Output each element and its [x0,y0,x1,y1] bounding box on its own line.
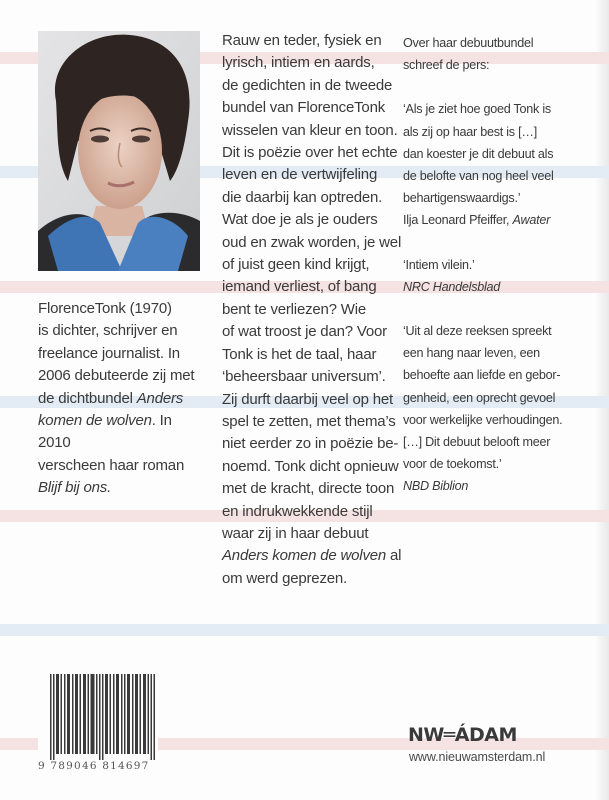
blurb-line: bent te verliezen? Wie [222,300,367,318]
quote-nrc [403,254,578,298]
source-name: Ilja Leonard Pfeiffer, [403,213,513,228]
bio-text: de dichtbundel [38,389,137,407]
quote-line: ‘Intiem vilein.’ [403,257,475,272]
source-outlet: NBD Biblion [403,479,469,494]
quote-line: behoefte aan liefde en gebor- [403,368,561,383]
quote-pfeiffer [403,98,578,231]
blurb-line: Wat doe je als je ouders [222,211,378,229]
quote-line: genheid, een oprecht gevoel [403,390,556,405]
barcode-icon [50,674,155,760]
blurb-line: oud en zwak worden, je wel [222,233,402,251]
blurb-line: iemand verliest, of bang [222,278,377,296]
isbn-number: 9 789046 814697 [38,760,150,772]
quote-source [403,276,578,298]
quote-line: een hang naar leven, een [403,346,540,361]
quote-line: als zij op haar best is […] [403,124,537,139]
quote-source [403,475,578,497]
book-title: Blijf bij ons. [38,479,112,497]
blurb-line: ‘beheersbaar universum’. [222,368,386,386]
quote-line: behartigenswaardigs.’ [403,191,521,206]
bio-line: 2006 debuteerde zij met [38,367,195,385]
blurb-line: of juist geen kind krijgt, [222,256,370,274]
book-title: Anders [136,389,184,407]
bio-line [38,410,208,455]
blurb-line: met de kracht, directe toon [222,480,395,498]
blurb-line: Dit is poëzie over het echte [222,144,398,162]
bio-line: is dichter, schrijver en [38,322,178,340]
blurb-line: leven en de vertwijfeling [222,166,378,184]
source-outlet: NRC Handelsblad [403,279,501,294]
blue-stripe [0,624,609,636]
quote-line: ‘Uit al deze reeksen spreekt [403,324,552,339]
blurb-line: wisselen van kleur en toon. [222,121,398,139]
quote-source [403,209,578,231]
quote-line: voor de toekomst.’ [403,457,502,472]
blurb-line: niet eerder zo in poëzie be- [222,435,399,453]
bio-text: . In 2010 [38,412,172,452]
press-quotes [403,32,578,498]
publisher-logo: NW═ÁDAM [408,724,517,746]
bio-line: verscheen haar roman [38,456,185,474]
portrait-illustration [38,31,200,271]
blurb-line [222,545,402,567]
quote-line: voor werkelijke verhoudingen. [403,412,563,427]
isbn-barcode [38,672,158,778]
press-intro: schreef de pers: [403,58,490,73]
book-title: Anders komen de wolven [222,547,387,565]
publisher-url[interactable]: www.nieuwamsterdam.nl [409,750,546,764]
source-outlet: Awater [512,213,551,228]
blurb-line: om werd geprezen. [222,569,348,587]
bio-line [38,388,208,410]
blurb-line: waar zij in haar debuut [222,524,369,542]
quote-line: dan koester je dit debuut als [403,146,554,161]
blurb-line: de gedichten in de tweede [222,76,393,94]
blurb-line: bundel van FlorenceTonk [222,99,386,117]
bio-line: FlorenceTonk (1970) [38,300,172,317]
book-title: komen de wolven [38,412,152,430]
blurb-line: of wat troost je dan? Voor [222,323,387,341]
blurb-line: Rauw en teder, fysiek en [222,32,382,49]
blurb-line: lyrisch, intiem en aards, [222,54,375,72]
press-intro: Over haar debuutbundel [403,36,534,50]
blurb-line: spel te zetten, met thema’s [222,412,396,430]
book-blurb [222,30,402,590]
blurb-line: die daarbij kan optreden. [222,188,383,206]
quote-line: ‘Als je ziet hoe goed Tonk is [403,102,551,117]
quote-line: […] Dit debuut belooft meer [403,435,551,450]
quote-nbd [403,320,578,498]
quote-line: de belofte van nog heel veel [403,169,554,184]
author-bio [38,298,208,500]
bio-line [38,477,208,499]
blurb-line: Tonk is het de taal, haar [222,345,377,363]
blurb-text: al [386,547,402,565]
blurb-line: Zij durft daarbij veel op het [222,390,393,408]
bio-line: freelance journalist. In [38,344,180,362]
author-photo [38,31,200,271]
blurb-line: noemd. Tonk dicht opnieuw [222,457,399,475]
blurb-line: en indrukwekkende stijl [222,502,373,520]
